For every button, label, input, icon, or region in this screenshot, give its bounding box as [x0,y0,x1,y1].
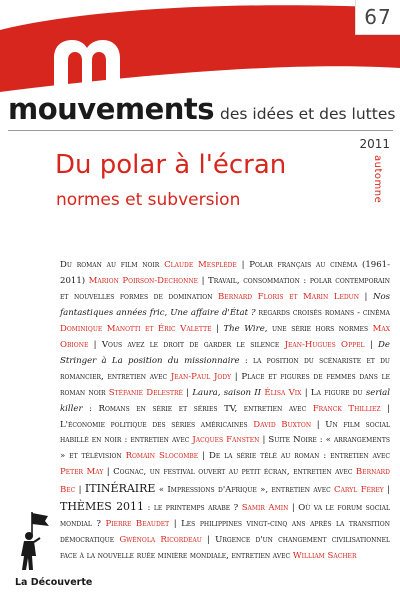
issue-box [355,0,400,35]
toc-text: The Wire [223,323,265,334]
toc-text: | [231,371,242,382]
magazine-tagline: des idées et des luttes [220,105,396,123]
toc-text: Travail, consommation : polar contemporain et nouvelles formes de domination [60,275,390,302]
toc-text: | [211,323,224,334]
toc-text: serial killer [60,387,390,414]
toc-text: | [182,387,193,398]
toc-author: Romain Slocombe [125,451,199,462]
toc-text: Un film social habillé en noir : entretien avec [60,419,390,446]
toc-text: L'économie politique des séries américaines [60,419,254,430]
toc-text: | [383,485,390,496]
toc-text: : Romans en série et séries TV, entretien avec [82,403,313,414]
toc-text: Polar français au cinéma (1961-2011) [60,260,390,286]
toc-text: Suite Noire : « arrangements » et télévision [60,435,390,462]
toc-text: La figure du [310,387,366,398]
toc-author: Élisa Vix [264,387,302,398]
toc-text: | [380,403,391,414]
toc-text: Où va le forum social mondial ? [60,503,390,530]
toc-author: Marion Poirson-Dechonne [88,275,198,286]
toc-text: | [103,467,114,478]
masthead [8,92,398,126]
toc-author: Franck Thilliez [312,403,381,414]
toc-text: | [201,535,216,546]
toc-author: Max Obione [60,323,390,350]
toc-text: regards croisés romans - cinéma [255,307,390,318]
toc-text: | [198,451,209,462]
figure-with-flag-icon [18,510,54,572]
toc-author: Caryl Férey [334,485,384,496]
toc-author: Stéfanie Delestré [108,387,183,398]
toc-text: | [197,275,209,286]
magazine-brand: mouvements [8,92,215,126]
toc-author: Bernard Bec [60,467,390,496]
toc-text: , une série hors normes [264,323,373,334]
issue-title: Du polar à l'écran [55,150,287,180]
toc-author: Pierre Beaudet [105,519,170,530]
masthead-rule [8,130,393,131]
toc-author: Samir Amin [241,503,289,514]
toc-author: Jean-Paul Jody [170,371,232,382]
toc-text: Vous avez le droit de garder le silence [101,339,285,350]
toc-author: Claude Mesplède [164,260,237,270]
toc-author: Gwénola Ricordeau [119,535,202,546]
toc-text: ITINÉRAIRE [84,482,156,496]
toc-author: David Buxton [253,419,312,430]
toc-text: | [358,291,373,302]
toc-text: Laura, saison II [192,387,262,398]
toc-author: William Sacher [292,551,357,562]
toc-text: De Stringer à La position du missionnaire [60,339,390,366]
toc-text: De la série télé au roman : entretien avec [208,451,390,462]
toc-text: | [288,503,299,514]
toc-text: Urgence d'un changement civilisationnel face à la nouvelle ruée minière mondiale, entretien avec [60,535,390,562]
toc-text: : le printemps arabe ? [144,503,242,514]
toc-text: | [259,435,269,446]
toc-text: | [301,387,311,398]
issue-number: 67 [364,5,392,29]
toc-text: THÈMES 2011 [60,500,145,514]
toc-text: Du roman au film noir [60,260,165,270]
toc-text: | [75,485,85,496]
toc-text: | [311,419,326,430]
toc-text: | [364,339,379,350]
toc-text: Les philippines vingt-cinq ans après la transition démocratique [60,519,390,546]
header-banner [0,0,400,100]
toc-text: Nos fantastiques années fric, Une affaire d'État ? [60,291,390,318]
toc-text: | [169,519,182,530]
issue-year: 2011 [359,137,390,151]
toc-text: | [236,260,250,270]
publisher-name: La Découverte [15,577,93,588]
toc-text: : la position du scénariste et du romancier, entretien avec [60,355,390,382]
toc-text: Place et figures de femmes dans le roman noir [60,371,390,398]
toc-text: Cognac, un festival ouvert au petit écran, entretien avec [113,467,356,478]
table-of-contents [60,258,390,565]
toc-text: | [88,339,102,350]
toc-author: Peter May [60,467,104,478]
issue-subtitle: normes et subversion [56,190,241,210]
toc-author: Jean-Hugues Oppel [284,339,365,350]
toc-author: Jacques Fansten [192,435,260,446]
toc-author: Dominique Manotti et Éric Valette [60,323,212,334]
issue-season: automne [372,155,383,204]
toc-text: « Impressions d'Afrique », entretien avec [155,485,335,496]
toc-author: Bernard Floris et Marin Ledun [218,291,359,302]
